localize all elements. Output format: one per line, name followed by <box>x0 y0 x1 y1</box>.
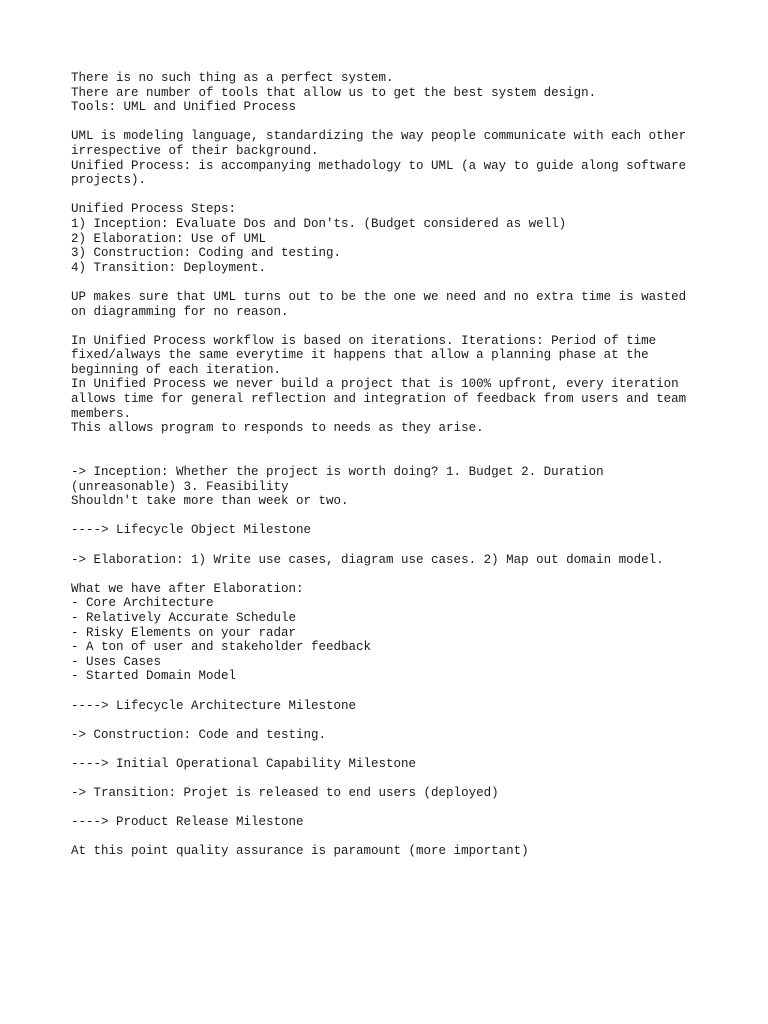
milestone-product-release <box>71 815 711 830</box>
text-line: ----> Initial Operational Capability Milestone <box>71 756 417 771</box>
text-line: In Unified Process we never build a project that is 100% upfront, every iteration <box>71 377 679 392</box>
text-line: allows time for general reflection and integration of feedback from users and team <box>71 392 687 407</box>
text-line: irrespective of their background. <box>71 143 319 158</box>
text-line: fixed/always the same everytime it happens that allow a planning phase at the <box>71 348 649 363</box>
elaboration-outcomes-list <box>71 582 711 684</box>
intro-paragraph <box>71 71 711 115</box>
construction-paragraph <box>71 728 711 743</box>
milestone-lifecycle-architecture <box>71 699 711 714</box>
transition-paragraph <box>71 786 711 801</box>
list-item: - Core Architecture <box>71 596 214 611</box>
milestone-initial-operational <box>71 757 711 772</box>
list-item: - Started Domain Model <box>71 669 237 684</box>
spacer <box>71 450 711 465</box>
list-item: - A ton of user and stakeholder feedback <box>71 640 372 655</box>
text-line: At this point quality assurance is paramount (more important) <box>71 844 529 859</box>
text-line: There are number of tools that allow us to get the best system design. <box>71 85 597 100</box>
text-line: members. <box>71 406 132 421</box>
up-steps-paragraph <box>71 202 711 275</box>
document-page <box>71 71 711 874</box>
text-line: What we have after Elaboration: <box>71 581 304 596</box>
list-item: - Relatively Accurate Schedule <box>71 610 297 625</box>
text-line: This allows program to responds to needs as they arise. <box>71 421 484 436</box>
text-line: ----> Product Release Milestone <box>71 815 304 830</box>
text-line: Shouldn't take more than week or two. <box>71 494 349 509</box>
text-line: UML is modeling language, standardizing the way people communicate with each other <box>71 129 687 144</box>
elaboration-paragraph <box>71 553 711 568</box>
text-line: ----> Lifecycle Architecture Milestone <box>71 698 357 713</box>
text-line: 2) Elaboration: Use of UML <box>71 231 267 246</box>
text-line: ----> Lifecycle Object Milestone <box>71 523 312 538</box>
inception-paragraph <box>71 465 711 509</box>
text-line: -> Elaboration: 1) Write use cases, diagram use cases. 2) Map out domain model. <box>71 552 664 567</box>
text-line: Tools: UML and Unified Process <box>71 100 297 115</box>
text-line: UP makes sure that UML turns out to be the one we need and no extra time is wasted <box>71 289 687 304</box>
list-item: - Uses Cases <box>71 654 162 669</box>
text-line: on diagramming for no reason. <box>71 304 289 319</box>
text-line: beginning of each iteration. <box>71 362 282 377</box>
text-line: -> Transition: Projet is released to end users (deployed) <box>71 786 499 801</box>
text-line: 4) Transition: Deployment. <box>71 260 267 275</box>
text-line: Unified Process: is accompanying methadology to UML (a way to guide along software <box>71 158 687 173</box>
text-line: (unreasonable) 3. Feasibility <box>71 479 289 494</box>
text-line: In Unified Process workflow is based on iterations. Iterations: Period of time <box>71 333 657 348</box>
uml-paragraph <box>71 129 711 187</box>
text-line: -> Inception: Whether the project is worth doing? 1. Budget 2. Duration <box>71 465 604 480</box>
text-line: There is no such thing as a perfect system. <box>71 71 394 85</box>
list-item: - Risky Elements on your radar <box>71 625 297 640</box>
text-line: 3) Construction: Coding and testing. <box>71 246 342 261</box>
text-line: Unified Process Steps: <box>71 202 237 217</box>
text-line: 1) Inception: Evaluate Dos and Don'ts. (Budget considered as well) <box>71 216 567 231</box>
iterations-paragraph <box>71 334 711 436</box>
milestone-lifecycle-object <box>71 523 711 538</box>
text-line: -> Construction: Code and testing. <box>71 727 327 742</box>
up-purpose-paragraph <box>71 290 711 319</box>
quality-assurance-paragraph <box>71 844 711 859</box>
text-line: projects). <box>71 173 147 188</box>
